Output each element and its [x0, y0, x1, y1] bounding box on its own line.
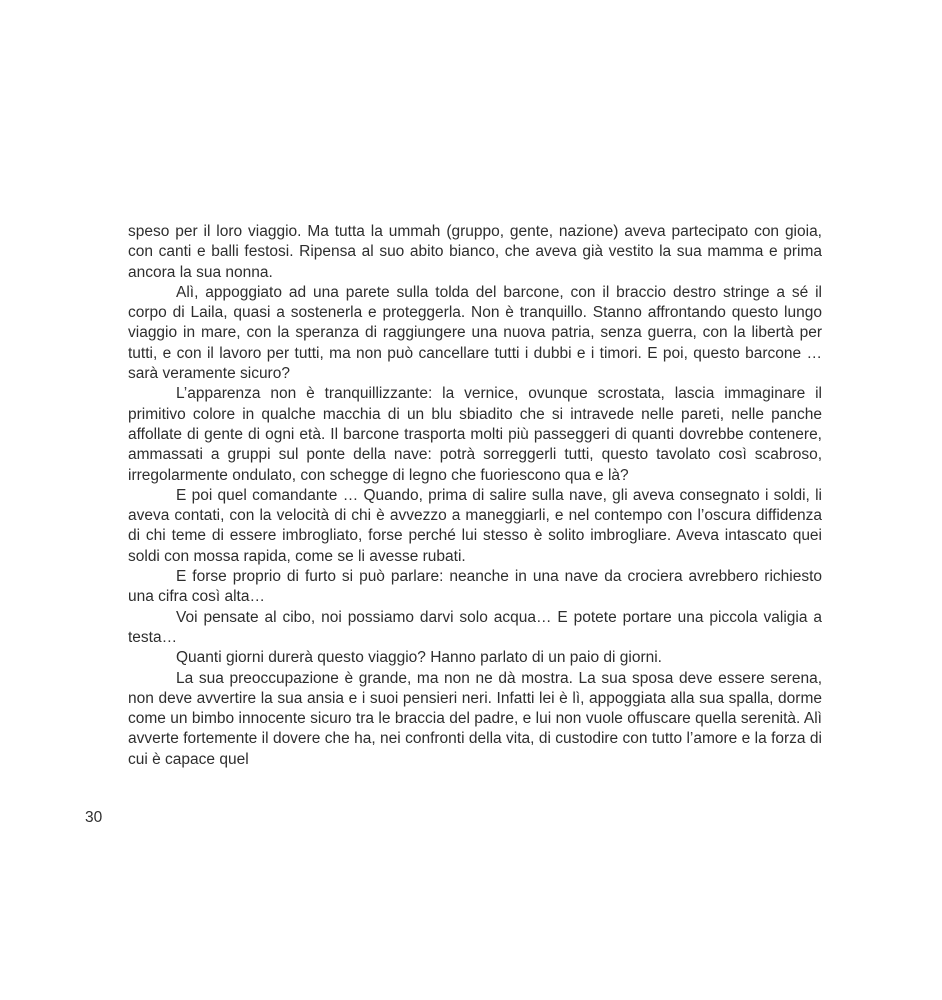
paragraph: E forse proprio di furto si può parlare: neanche in una nave da crociera avrebbero richiesto una cifra così alta… — [128, 568, 822, 606]
paragraph: Quanti giorni durerà questo viaggio? Hanno parlato di un paio di giorni. — [176, 649, 662, 667]
paragraph: E poi quel comandante … Quando, prima di salire sulla nave, gli aveva consegnato i soldi, li aveva contati, con la velocità di chi è avvezzo a maneggiarli, e nel contempo con l’oscura diffidenza di chi teme di essere imbrogliato, forse perché lui stesso è solito imbrogliare. Aveva intascato quei soldi con mossa rapida, come se li avesse rubati. — [128, 486, 822, 565]
paragraph-continuation: speso per il loro viaggio. Ma tutta la ummah (gruppo, gente, nazione) aveva partecipato con gioia, con canti e balli festosi. Ripensa al suo abito bianco, che aveva già vestito la sua mamma e prima ancora la sua nonna. — [128, 223, 822, 281]
page-number: 30 — [85, 809, 103, 826]
paragraph: La sua preoccupazione è grande, ma non ne dà mostra. La sua sposa deve essere serena, non deve avvertire la sua ansia e i suoi pensieri neri. Infatti lei è lì, appoggiata alla sua spalla, dorme come un bimbo innocente sicuro tra le braccia del padre, e lui non vuole offuscare quella serenità. Alì avverte fortemente il dovere che ha, nei confronti della vita, di custodire con tutto l’amore e la forza di cui è capace quel — [128, 669, 822, 768]
paragraph: Alì, appoggiato ad una parete sulla tolda del barcone, con il braccio destro stringe a sé il corpo di Laila, quasi a sostenerla e proteggerla. Non è tranquillo. Stanno affrontando questo lungo viaggio in mare, con la speranza di raggiungere una nuova patria, senza guerra, con la libertà per tutti, e con il lavoro per tutti, ma non può cancellare tutti i dubbi e i timori. E poi, questo barcone … sarà veramente sicuro? — [128, 283, 822, 383]
text-block — [128, 222, 822, 770]
paragraph: L’apparenza non è tranquillizzante: la vernice, ovunque scrostata, lascia immaginare il primitivo colore in qualche macchia di un blu sbiadito che si intravede nelle pareti, nelle panche affollate di gente di ogni età. Il barcone trasporta molti più passeggeri di quanti dovrebbe contenere, ammassati a gruppi sul ponte della nave: potrà sorreggerli tutti, questo tavolato così scabroso, irregolarmente ondulato, con schegge di legno che fuoriescono qua e là? — [128, 385, 822, 484]
paragraph: Voi pensate al cibo, noi possiamo darvi solo acqua… E potete portare una piccola valigia a testa… — [128, 608, 822, 646]
